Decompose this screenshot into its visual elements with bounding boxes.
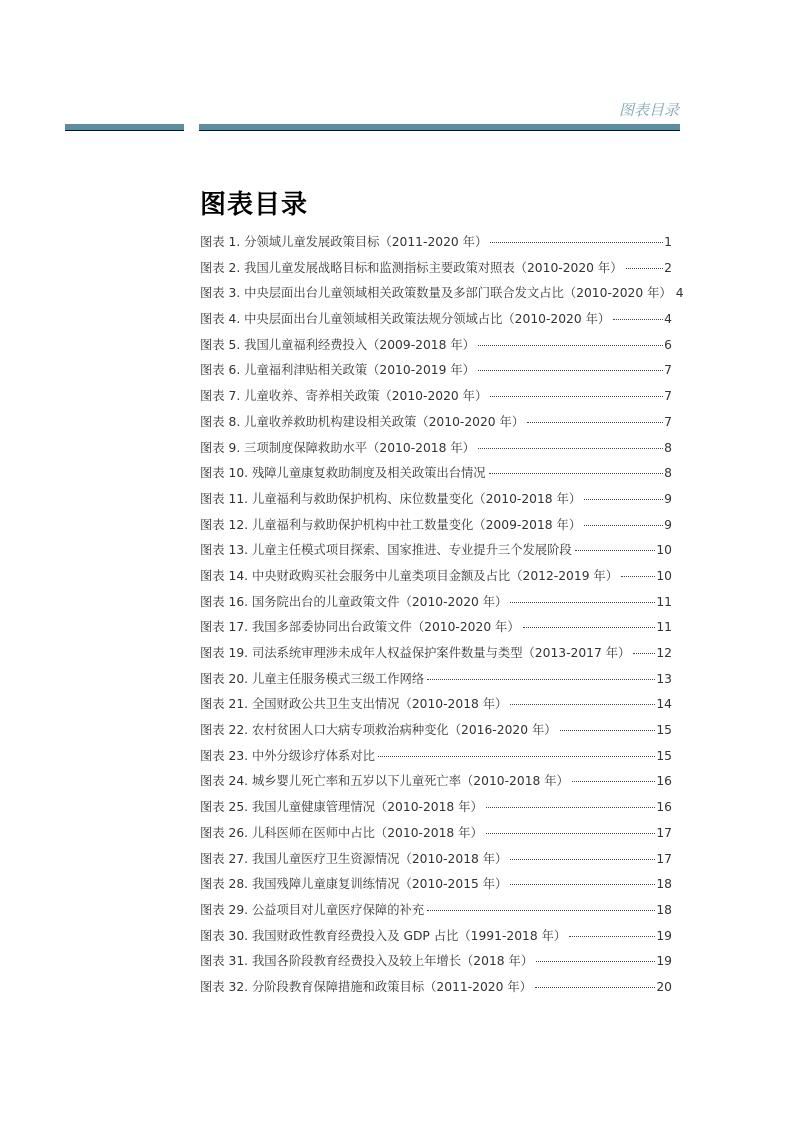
header-rule-right-line xyxy=(199,130,680,131)
toc-entry-page: 18 xyxy=(656,902,672,917)
toc-entry-page: 20 xyxy=(656,979,672,994)
dot-leader xyxy=(478,448,663,449)
toc-entry-label: 图表 17. 我国多部委协同出台政策文件（2010-2020 年） xyxy=(200,620,520,635)
toc-entry[interactable] xyxy=(200,489,672,515)
dot-leader xyxy=(569,936,655,937)
toc-entry-label: 图表 28. 我国残障儿童康复训练情况（2010-2015 年） xyxy=(200,877,508,892)
dot-leader xyxy=(486,807,656,808)
dot-leader xyxy=(560,730,656,731)
toc-entry-page: 7 xyxy=(664,363,672,378)
toc-entry-label: 图表 2. 我国儿童发展战略目标和监测指标主要政策对照表（2010-2020 年） xyxy=(200,260,623,275)
toc-entry[interactable] xyxy=(200,515,672,541)
toc-entry-page: 11 xyxy=(656,594,672,609)
toc-entry[interactable] xyxy=(200,926,672,952)
toc-entry-label: 图表 19. 司法系统审理涉未成年人权益保护案件数量与类型（2013-2017 年） xyxy=(200,646,631,660)
toc-entry-label: 图表 25. 我国儿童健康管理情况（2010-2018 年） xyxy=(200,800,483,815)
dot-leader xyxy=(490,396,663,397)
toc-entry-page: 4 xyxy=(675,286,684,301)
toc-entry-label: 图表 14. 中央财政购买社会服务中儿童类项目金额及占比（2012-2019 年） xyxy=(200,568,619,583)
running-header-title: 图表目录 xyxy=(618,101,679,119)
toc-entry-label: 图表 24. 城乡婴儿死亡率和五岁以下儿童死亡率（2010-2018 年） xyxy=(200,774,569,789)
toc-entry-label: 图表 7. 儿童收养、寄养相关政策（2010-2020 年） xyxy=(200,389,488,404)
dot-leader xyxy=(478,345,663,346)
toc-entry-page: 9 xyxy=(664,517,672,532)
toc-entry-page: 10 xyxy=(656,543,672,558)
toc-entry[interactable] xyxy=(200,900,672,926)
toc-entry[interactable] xyxy=(200,951,672,977)
toc-entry-page: 16 xyxy=(656,800,672,815)
toc-entry[interactable] xyxy=(200,438,672,464)
dot-leader xyxy=(489,473,664,474)
toc-entry-label: 图表 31. 我国各阶段教育经费投入及较上年增长（2018 年） xyxy=(200,954,534,969)
toc-entry-page: 17 xyxy=(656,825,672,840)
dot-leader xyxy=(478,370,663,371)
dot-leader xyxy=(490,242,663,243)
toc-entry[interactable] xyxy=(200,258,672,284)
toc-entry-label: 图表 23. 中外分级诊疗体系对比 xyxy=(200,748,375,763)
toc-entry-label: 图表 27. 我国儿童医疗卫生资源情况（2010-2018 年） xyxy=(200,851,508,866)
toc-entry-label: 图表 29. 公益项目对儿童医疗保障的补充 xyxy=(200,902,425,917)
dot-leader xyxy=(510,859,655,860)
dot-leader xyxy=(378,756,655,757)
toc-entry[interactable] xyxy=(200,463,672,489)
toc-entry-page: 8 xyxy=(664,440,672,455)
toc-entry-page: 14 xyxy=(656,697,672,712)
toc-entry-label: 图表 3. 中央层面出台儿童领域相关政策数量及多部门联合发文占比（2010-2020 年） xyxy=(200,286,672,301)
toc-entry-page: 7 xyxy=(664,389,672,404)
toc-entry-label: 图表 6. 儿童福利津贴相关政策（2010-2019 年） xyxy=(200,363,475,378)
toc-entry-label: 图表 4. 中央层面出台儿童领域相关政策法规分领域占比（2010-2020 年） xyxy=(200,312,611,327)
toc-entry[interactable] xyxy=(200,823,672,849)
toc-entry-page: 11 xyxy=(656,620,672,635)
toc-entry-page: 15 xyxy=(656,723,672,738)
toc-entry[interactable] xyxy=(200,283,684,309)
toc-entry-page: 1 xyxy=(664,235,672,249)
toc-entry-label: 图表 1. 分领域儿童发展政策目标（2011-2020 年） xyxy=(200,235,488,249)
dot-leader xyxy=(427,679,655,680)
toc-entry-page: 15 xyxy=(656,748,672,763)
toc-entry[interactable] xyxy=(200,540,672,566)
toc-entry-page: 17 xyxy=(656,851,672,866)
toc-entry-page: 18 xyxy=(656,877,672,892)
toc-entry-page: 12 xyxy=(656,646,672,660)
dot-leader xyxy=(510,884,655,885)
toc-entry-label: 图表 13. 儿童主任模式项目探索、国家推进、专业提升三个发展阶段 xyxy=(200,543,572,558)
dot-leader xyxy=(613,319,663,320)
toc-entry-label: 图表 11. 儿童福利与救助保护机构、床位数量变化（2010-2018 年） xyxy=(200,491,582,506)
toc-entry-label: 图表 9. 三项制度保障救助水平（2010-2018 年） xyxy=(200,440,475,455)
dot-leader xyxy=(510,602,655,603)
toc-entry[interactable] xyxy=(200,694,672,720)
dot-leader xyxy=(527,422,663,423)
toc-entry[interactable] xyxy=(200,309,672,335)
toc-entry[interactable] xyxy=(200,360,672,386)
toc-entry[interactable] xyxy=(200,797,672,823)
toc-entry[interactable] xyxy=(200,771,672,797)
dot-leader xyxy=(584,525,663,526)
toc-entry-page: 4 xyxy=(664,312,672,327)
toc-entry-page: 9 xyxy=(664,491,672,506)
dot-leader xyxy=(510,704,655,705)
toc-entry-label: 图表 30. 我国财政性教育经费投入及 GDP 占比（1991-2018 年） xyxy=(200,928,567,943)
dot-leader xyxy=(575,550,656,551)
dot-leader xyxy=(572,781,656,782)
dot-leader xyxy=(633,653,655,654)
toc-entry-page: 6 xyxy=(664,337,672,352)
toc-entry[interactable] xyxy=(200,232,672,258)
dot-leader xyxy=(523,627,656,628)
toc-entry[interactable] xyxy=(200,849,672,875)
toc-entry[interactable] xyxy=(200,335,672,361)
toc-entry-label: 图表 20. 儿童主任服务模式三级工作网络 xyxy=(200,671,425,686)
dot-leader xyxy=(621,576,655,577)
toc-entry[interactable] xyxy=(200,720,672,746)
dot-leader xyxy=(427,910,655,911)
toc-entry-page: 16 xyxy=(656,774,672,789)
toc-entry-label: 图表 8. 儿童收养救助机构建设相关政策（2010-2020 年） xyxy=(200,414,525,429)
toc-entry[interactable] xyxy=(200,669,672,695)
toc-entry-label: 图表 26. 儿科医师在医师中占比（2010-2018 年） xyxy=(200,825,483,840)
dot-leader xyxy=(536,961,655,962)
toc-entry-label: 图表 21. 全国财政公共卫生支出情况（2010-2018 年） xyxy=(200,697,508,712)
toc-entry-page: 2 xyxy=(664,260,672,275)
toc-entry-page: 19 xyxy=(656,954,672,969)
toc-entry[interactable] xyxy=(200,617,672,643)
toc-entry-label: 图表 12. 儿童福利与救助保护机构中社工数量变化（2009-2018 年） xyxy=(200,517,582,532)
toc-entry-label: 图表 5. 我国儿童福利经费投入（2009-2018 年） xyxy=(200,337,475,352)
toc-entry-label: 图表 16. 国务院出台的儿童政策文件（2010-2020 年） xyxy=(200,594,508,609)
toc-entry-label: 图表 22. 农村贫困人口大病专项救治病种变化（2016-2020 年） xyxy=(200,723,557,738)
toc-entry[interactable] xyxy=(200,874,672,900)
toc-entry[interactable] xyxy=(200,566,672,592)
toc-entry[interactable] xyxy=(200,643,672,669)
toc-entry-page: 7 xyxy=(664,414,672,429)
toc-entry-page: 13 xyxy=(656,671,672,686)
toc-entry[interactable] xyxy=(200,412,672,438)
dot-leader xyxy=(584,499,663,500)
page-title: 图表目录 xyxy=(200,190,309,220)
dot-leader xyxy=(486,833,656,834)
toc-entry-label: 图表 32. 分阶段教育保障措施和政策目标（2011-2020 年） xyxy=(200,979,532,994)
toc-entry[interactable] xyxy=(200,746,672,772)
toc-entry-page: 8 xyxy=(664,466,672,481)
toc-entry[interactable] xyxy=(200,592,672,618)
dot-leader xyxy=(626,268,664,269)
header-rule-left-line xyxy=(65,130,184,131)
dot-leader xyxy=(535,987,655,988)
toc-entry[interactable] xyxy=(200,386,672,412)
toc-entry-page: 19 xyxy=(656,928,672,943)
table-of-figures xyxy=(200,232,684,1003)
toc-entry-page: 10 xyxy=(656,568,672,583)
toc-entry-label: 图表 10. 残障儿童康复救助制度及相关政策出台情况 xyxy=(200,466,486,481)
toc-entry[interactable] xyxy=(200,977,672,1003)
